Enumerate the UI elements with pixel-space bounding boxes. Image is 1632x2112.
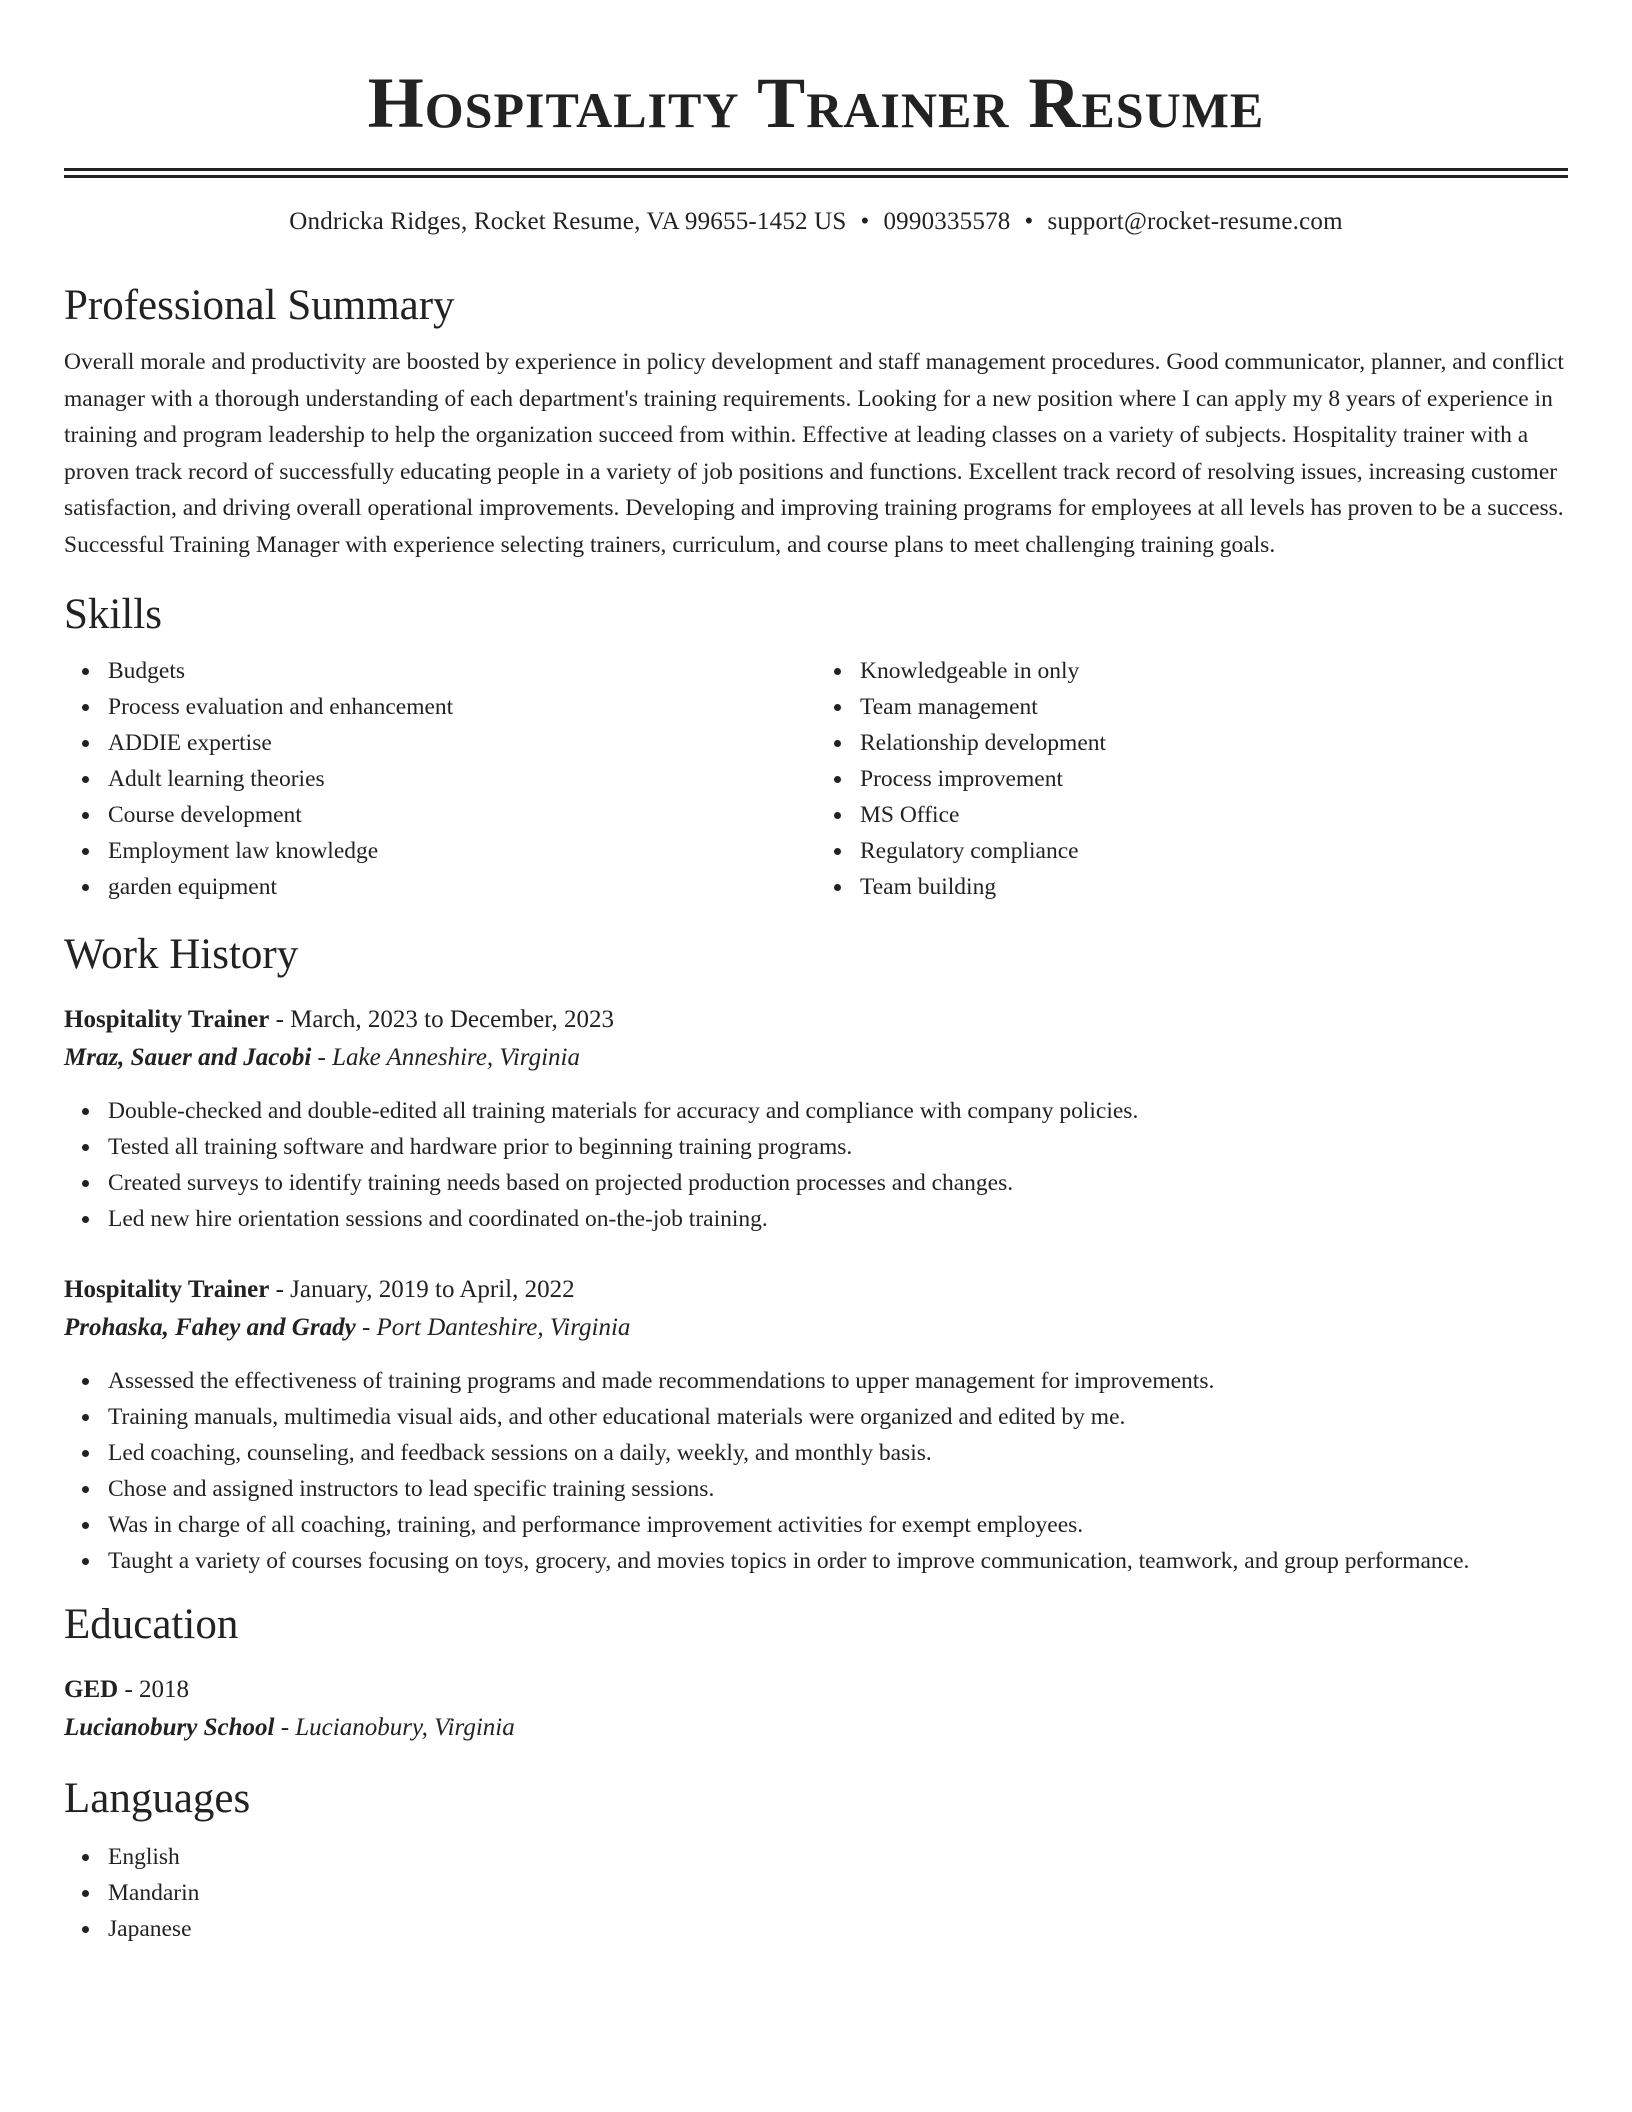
school-location: - Lucianobury, Virginia bbox=[274, 1714, 515, 1741]
job-title-line bbox=[64, 1271, 1568, 1309]
section-heading: Professional Summary bbox=[64, 282, 455, 329]
skill-item: Employment law knowledge bbox=[108, 833, 816, 869]
languages-section bbox=[64, 1773, 1568, 1947]
title-double-rule bbox=[64, 168, 1568, 178]
section-heading: Work History bbox=[64, 931, 299, 978]
school-line bbox=[64, 1709, 1568, 1747]
job-company: Mraz, Sauer and Jacobi bbox=[64, 1044, 312, 1071]
job-title: Hospitality Trainer bbox=[64, 1276, 270, 1303]
duty-item: Chose and assigned instructors to lead specific training sessions. bbox=[108, 1471, 1568, 1507]
job-location: - Port Danteshire, Virginia bbox=[355, 1314, 631, 1341]
contact-email[interactable]: support@rocket-resume.com bbox=[1047, 208, 1343, 235]
skills-column-left bbox=[64, 653, 816, 905]
languages-list bbox=[64, 1839, 1568, 1947]
language-item: English bbox=[108, 1839, 1568, 1875]
duty-item: Was in charge of all coaching, training, and performance improvement activities for exempt employees. bbox=[108, 1507, 1568, 1543]
job-company: Prohaska, Fahey and Grady bbox=[64, 1314, 356, 1341]
professional-summary-section bbox=[64, 280, 1568, 563]
skill-item: Team building bbox=[860, 869, 1568, 905]
skill-item: Regulatory compliance bbox=[860, 833, 1568, 869]
skills-grid bbox=[64, 653, 1568, 905]
contact-separator: • bbox=[1024, 208, 1034, 235]
graduation-year: - 2018 bbox=[118, 1676, 190, 1703]
skill-item: Relationship development bbox=[860, 725, 1568, 761]
job-duties bbox=[64, 1093, 1568, 1237]
education-section bbox=[64, 1599, 1568, 1747]
duty-item: Created surveys to identify training needs based on projected production processes and changes. bbox=[108, 1165, 1568, 1201]
job-company-line bbox=[64, 1309, 1568, 1347]
duty-item: Training manuals, multimedia visual aids, and other educational materials were organized and edited by me. bbox=[108, 1399, 1568, 1435]
duty-item: Led coaching, counseling, and feedback sessions on a daily, weekly, and monthly basis. bbox=[108, 1435, 1568, 1471]
degree: GED bbox=[64, 1676, 119, 1703]
duty-item: Double-checked and double-edited all training materials for accuracy and compliance with company policies. bbox=[108, 1093, 1568, 1129]
job-entry bbox=[64, 1271, 1568, 1579]
job-dates: - January, 2019 to April, 2022 bbox=[269, 1276, 575, 1303]
section-heading: Education bbox=[64, 1601, 239, 1648]
skill-item: Process evaluation and enhancement bbox=[108, 689, 816, 725]
school-name: Lucianobury School bbox=[64, 1714, 275, 1741]
duty-item: Tested all training software and hardware prior to beginning training programs. bbox=[108, 1129, 1568, 1165]
skills-section bbox=[64, 589, 1568, 905]
section-heading: Skills bbox=[64, 591, 162, 638]
skill-item: ADDIE expertise bbox=[108, 725, 816, 761]
skills-column-right bbox=[816, 653, 1568, 905]
job-company-line bbox=[64, 1039, 1568, 1077]
skill-item: MS Office bbox=[860, 797, 1568, 833]
work-history-section bbox=[64, 929, 1568, 1579]
job-dates: - March, 2023 to December, 2023 bbox=[269, 1006, 615, 1033]
job-duties bbox=[64, 1363, 1568, 1579]
job-entry bbox=[64, 1001, 1568, 1237]
duty-item: Led new hire orientation sessions and coordinated on-the-job training. bbox=[108, 1201, 1568, 1237]
section-heading: Languages bbox=[64, 1775, 251, 1822]
skill-item: Adult learning theories bbox=[108, 761, 816, 797]
skill-item: Budgets bbox=[108, 653, 816, 689]
summary-text: Overall morale and productivity are boosted by experience in policy development and staff management procedures. Good communicator, planner, and conflict manager with a thorough understanding of each department's training requirements. Looking for a new position where I can apply my 8 years of experience in training and program leadership to help the organization succeed from within. Effective at leading classes on a variety of subjects. Hospitality trainer with a proven track record of successfully educating people in a variety of job positions and functions. Excellent track record of resolving issues, increasing customer satisfaction, and driving overall operational improvements. Developing and improving training programs for employees at all levels has proven to be a success. Successful Training Manager with experience selecting trainers, curriculum, and course plans to meet challenging training goals. bbox=[64, 349, 1564, 558]
job-title: Hospitality Trainer bbox=[64, 1006, 270, 1033]
skill-item: Team management bbox=[860, 689, 1568, 725]
contact-line bbox=[64, 206, 1568, 238]
education-entry bbox=[64, 1671, 1568, 1747]
skill-item: Knowledgeable in only bbox=[860, 653, 1568, 689]
contact-address: Ondricka Ridges, Rocket Resume, VA 99655-1452 US bbox=[289, 208, 847, 235]
language-item: Japanese bbox=[108, 1911, 1568, 1947]
skill-item: Course development bbox=[108, 797, 816, 833]
contact-separator: • bbox=[860, 208, 870, 235]
language-item: Mandarin bbox=[108, 1875, 1568, 1911]
contact-phone: 0990335578 bbox=[883, 208, 1011, 235]
duty-item: Assessed the effectiveness of training programs and made recommendations to upper management for improvements. bbox=[108, 1363, 1568, 1399]
skill-item: garden equipment bbox=[108, 869, 816, 905]
skill-item: Process improvement bbox=[860, 761, 1568, 797]
degree-line bbox=[64, 1671, 1568, 1709]
resume-title: Hospitality Trainer Resume bbox=[367, 63, 1265, 143]
job-location: - Lake Anneshire, Virginia bbox=[311, 1044, 580, 1071]
job-title-line bbox=[64, 1001, 1568, 1039]
duty-item: Taught a variety of courses focusing on toys, grocery, and movies topics in order to improve communication, teamwork, and group performance. bbox=[108, 1543, 1568, 1579]
